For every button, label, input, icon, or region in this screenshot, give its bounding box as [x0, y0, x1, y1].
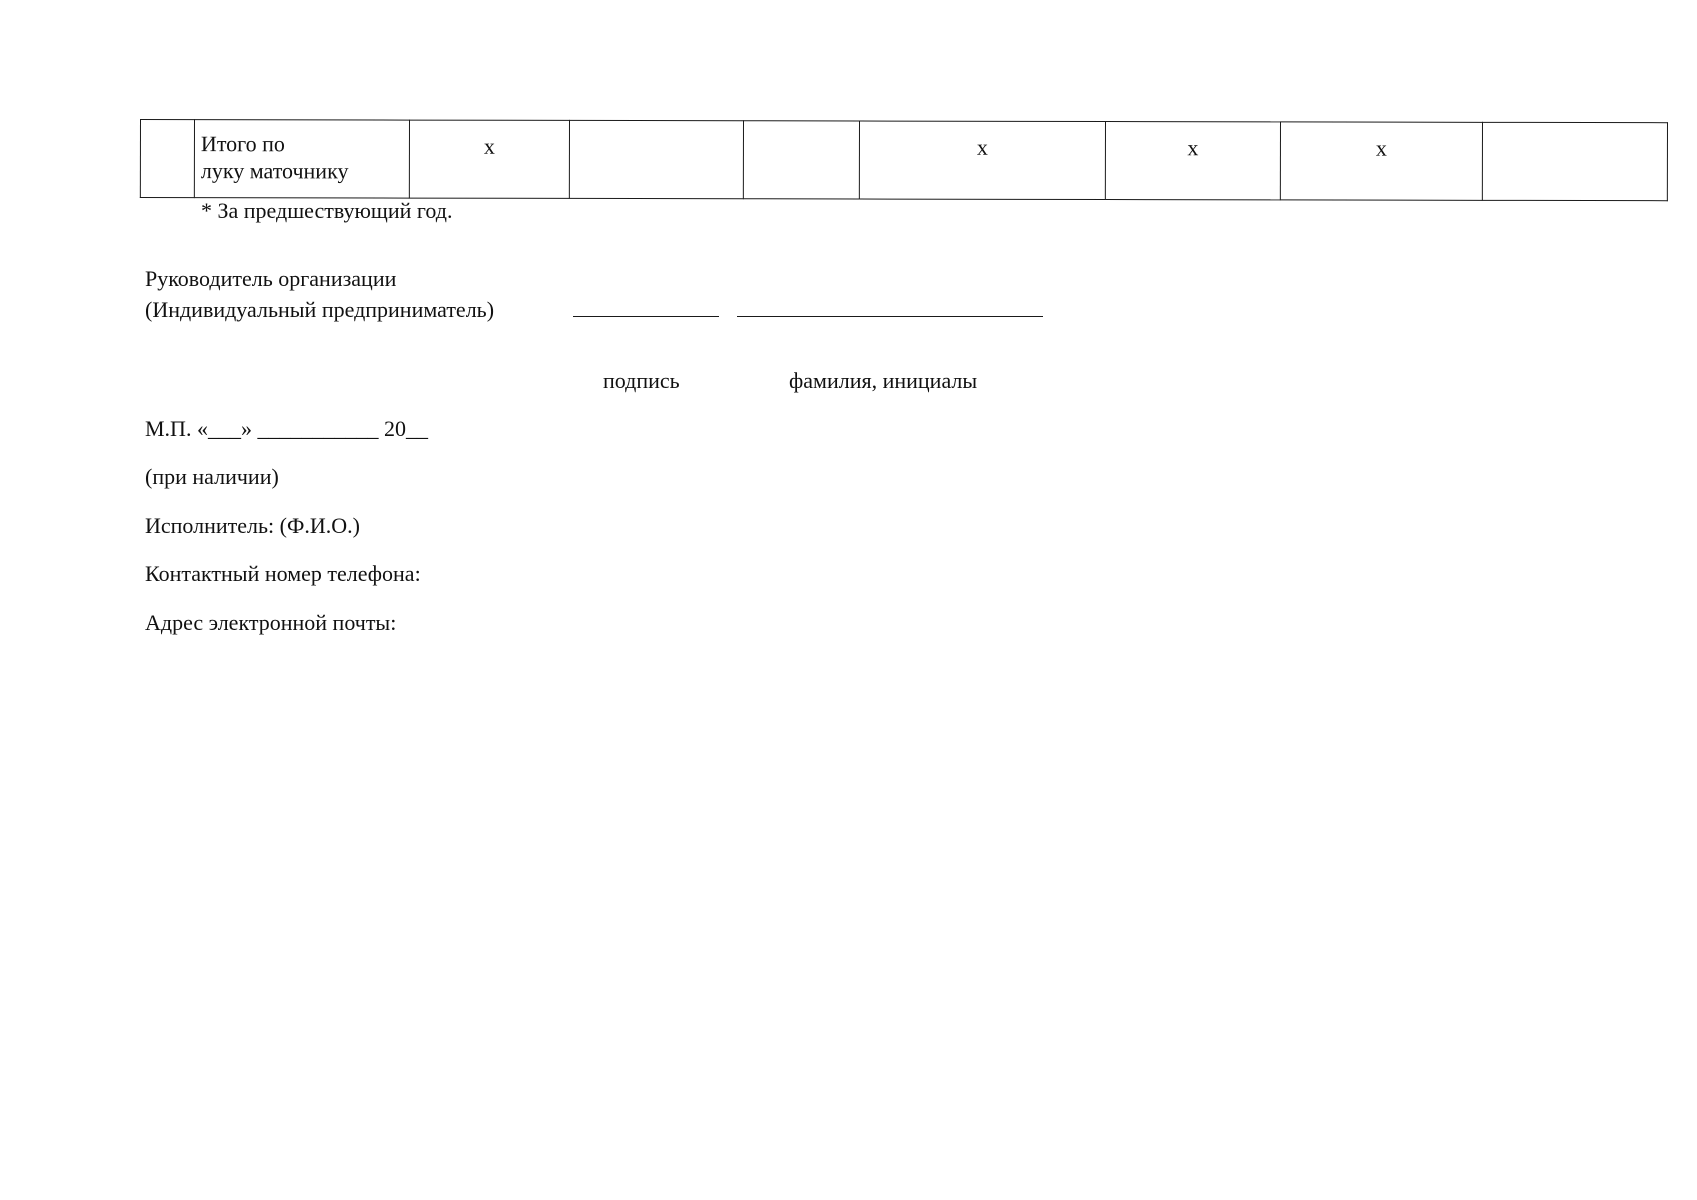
- executor-label: Исполнитель: (Ф.И.О.): [145, 513, 360, 538]
- name-caption: фамилия, инициалы: [789, 368, 978, 393]
- head-title-line1: Руководитель организации: [145, 266, 397, 291]
- table-cell-number: [140, 120, 194, 198]
- signature-caption: подпись: [603, 368, 680, 393]
- table-cell: x: [409, 120, 569, 198]
- table-cell: [569, 120, 743, 198]
- total-label-line2: луку маточнику: [200, 158, 349, 184]
- table-cell: x: [1105, 122, 1280, 200]
- stamp-date: М.П. «___» ___________ 20__: [145, 416, 428, 441]
- footnote: * За предшествующий год.: [201, 198, 453, 223]
- table-cell: [1482, 122, 1667, 200]
- totals-table: [140, 119, 1668, 201]
- name-line: [737, 316, 1043, 317]
- table-cell: [743, 121, 859, 199]
- table-cell: x: [859, 121, 1105, 200]
- head-title-line2: (Индивидуальный предприниматель): [145, 297, 495, 322]
- table-cell-label: [194, 120, 409, 198]
- table-cell: x: [1280, 122, 1482, 200]
- phone-label: Контактный номер телефона:: [145, 561, 421, 586]
- total-label-line1: Итого по: [200, 131, 285, 157]
- email-label: Адрес электронной почты:: [145, 610, 397, 635]
- signature-line: [573, 316, 719, 317]
- stamp-note: (при наличии): [145, 464, 279, 489]
- table-row-total: [140, 120, 1667, 201]
